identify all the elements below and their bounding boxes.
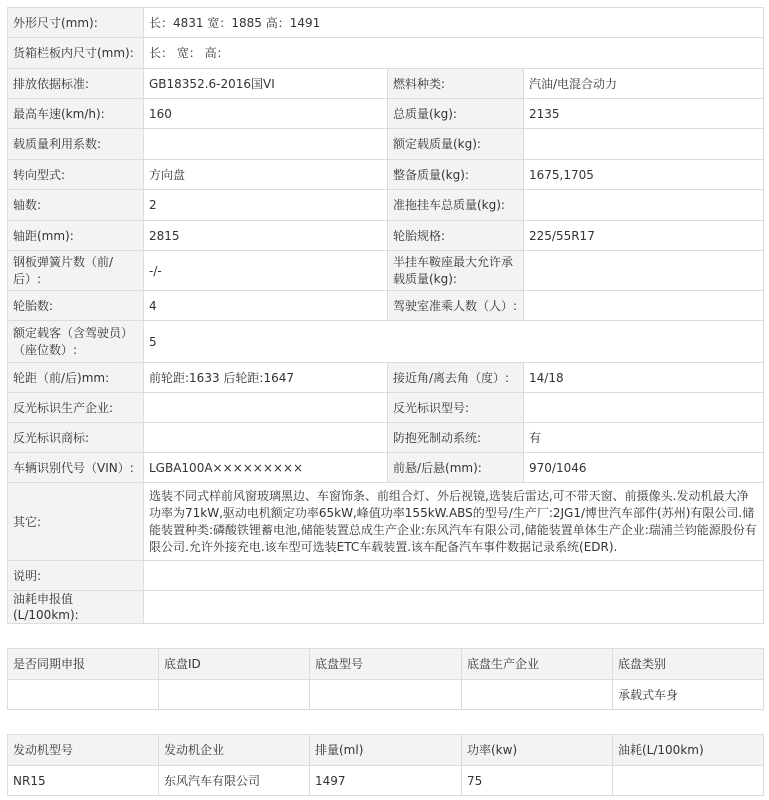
chassis-cell xyxy=(462,680,613,710)
reflector-brand-label: 反光标识商标: xyxy=(8,423,144,453)
fuel-type-value: 汽油/电混合动力 xyxy=(524,69,764,99)
rated-load-value xyxy=(524,129,764,160)
spec-row-tires xyxy=(8,291,764,321)
engine-cell: 75 xyxy=(462,766,613,796)
tire-spec-value: 225/55R17 xyxy=(524,221,764,251)
chassis-cell: 承载式车身 xyxy=(613,680,764,710)
wheelbase-label: 轴距(mm): xyxy=(8,221,144,251)
overhang-label: 前悬/后悬(mm): xyxy=(388,453,524,483)
axles-value: 2 xyxy=(144,190,388,221)
vin-label: 车辆识别代号（VIN）: xyxy=(8,453,144,483)
chassis-data-row xyxy=(8,680,764,710)
chassis-header-cell: 底盘类别 xyxy=(613,649,764,680)
engine-header-cell: 油耗(L/100km) xyxy=(613,735,764,766)
chassis-header-cell: 底盘型号 xyxy=(310,649,462,680)
engine-header-row xyxy=(8,735,764,766)
total-mass-value: 2135 xyxy=(524,99,764,129)
spec-row-speed xyxy=(8,99,764,129)
chassis-header-row xyxy=(8,649,764,680)
spec-row-fuel-consumption xyxy=(8,591,764,624)
trailer-mass-label: 准拖挂车总质量(kg): xyxy=(388,190,524,221)
cab-occupants-label: 驾驶室准乘人数（人）: xyxy=(388,291,524,321)
note-value xyxy=(144,561,764,591)
cargo-box-label: 货箱栏板内尺寸(mm): xyxy=(8,38,144,69)
saddle-load-value xyxy=(524,251,764,291)
dimensions-value: 长：4831 宽：1885 高：1491 xyxy=(144,8,764,38)
reflector-maker-value xyxy=(144,393,388,423)
emission-standard-value: GB18352.6-2016国VI xyxy=(144,69,388,99)
spec-row-standard xyxy=(8,69,764,99)
engine-cell xyxy=(613,766,764,796)
note-label: 说明: xyxy=(8,561,144,591)
reflector-maker-label: 反光标识生产企业: xyxy=(8,393,144,423)
chassis-header-cell: 是否同期申报 xyxy=(8,649,159,680)
fuel-consumption-label: 油耗申报值(L/100km): xyxy=(8,591,144,624)
approach-angle-label: 接近角/离去角（度）: xyxy=(388,363,524,393)
spec-row-load xyxy=(8,129,764,160)
spec-row-cargo xyxy=(8,38,764,69)
spec-row-passengers xyxy=(8,321,764,363)
max-speed-value: 160 xyxy=(144,99,388,129)
fuel-consumption-value xyxy=(144,591,764,624)
engine-header-cell: 功率(kw) xyxy=(462,735,613,766)
reflector-model-label: 反光标识型号: xyxy=(388,393,524,423)
chassis-cell xyxy=(159,680,310,710)
chassis-table xyxy=(7,648,764,710)
tire-count-value: 4 xyxy=(144,291,388,321)
spec-row-track xyxy=(8,363,764,393)
spec-row-steering xyxy=(8,160,764,190)
cab-occupants-value xyxy=(524,291,764,321)
engine-cell: NR15 xyxy=(8,766,159,796)
curb-mass-label: 整备质量(kg): xyxy=(388,160,524,190)
engine-data-row xyxy=(8,766,764,796)
load-utilization-label: 载质量利用系数: xyxy=(8,129,144,160)
engine-header-cell: 排量(ml) xyxy=(310,735,462,766)
engine-header-cell: 发动机企业 xyxy=(159,735,310,766)
engine-table xyxy=(7,734,764,796)
chassis-cell xyxy=(8,680,159,710)
track-label: 轮距（前/后)mm: xyxy=(8,363,144,393)
vin-value: LGBA100A××××××××× xyxy=(144,453,388,483)
abs-value: 有 xyxy=(524,423,764,453)
spec-row-dimensions xyxy=(8,8,764,38)
reflector-model-value xyxy=(524,393,764,423)
dimensions-label: 外形尺寸(mm): xyxy=(8,8,144,38)
trailer-mass-value xyxy=(524,190,764,221)
spec-row-reflector xyxy=(8,393,764,423)
chassis-header-cell: 底盘生产企业 xyxy=(462,649,613,680)
tire-spec-label: 轮胎规格: xyxy=(388,221,524,251)
engine-cell: 1497 xyxy=(310,766,462,796)
reflector-brand-value xyxy=(144,423,388,453)
total-mass-label: 总质量(kg): xyxy=(388,99,524,129)
vehicle-spec-table xyxy=(7,7,764,624)
spec-row-axles xyxy=(8,190,764,221)
wheelbase-value: 2815 xyxy=(144,221,388,251)
spec-row-vin xyxy=(8,453,764,483)
spec-row-note xyxy=(8,561,764,591)
tire-count-label: 轮胎数: xyxy=(8,291,144,321)
load-utilization-value xyxy=(144,129,388,160)
spec-row-other xyxy=(8,483,764,561)
steering-label: 转向型式: xyxy=(8,160,144,190)
rated-passengers-label: 额定载客（含驾驶员）（座位数）: xyxy=(8,321,144,363)
abs-label: 防抱死制动系统: xyxy=(388,423,524,453)
approach-angle-value: 14/18 xyxy=(524,363,764,393)
rated-load-label: 额定载质量(kg): xyxy=(388,129,524,160)
steering-value: 方向盘 xyxy=(144,160,388,190)
chassis-header-cell: 底盘ID xyxy=(159,649,310,680)
max-speed-label: 最高车速(km/h): xyxy=(8,99,144,129)
engine-header-cell: 发动机型号 xyxy=(8,735,159,766)
other-value: 选装不同式样前风窗玻璃黑边、车窗饰条、前组合灯、外后视镜,选装后雷达,可不带天窗、前摄像头.发动机最大净功率为71kW,驱动电机额定功率65kW,峰值功率155kW.ABS的型号/生产厂:2JG1/博世汽车部件(苏州)有限公司.储能装置种类:磷酸铁锂蓄电池,储能装置总成生产企业:东风汽车有限公司,储能装置单体生产企业:瑞浦兰钧能源股份有限公司.允许外接充电.该车型可选装ETC车载装置.该车配备汽车事件数据记录系统(EDR). xyxy=(144,483,764,561)
track-value: 前轮距:1633 后轮距:1647 xyxy=(144,363,388,393)
leaf-springs-value: -/- xyxy=(144,251,388,291)
overhang-value: 970/1046 xyxy=(524,453,764,483)
emission-standard-label: 排放依据标准: xyxy=(8,69,144,99)
other-label: 其它: xyxy=(8,483,144,561)
rated-passengers-value: 5 xyxy=(144,321,764,363)
spec-row-abs xyxy=(8,423,764,453)
saddle-load-label: 半挂车鞍座最大允许承载质量(kg): xyxy=(388,251,524,291)
axles-label: 轴数: xyxy=(8,190,144,221)
cargo-box-value: 长： 宽： 高： xyxy=(144,38,764,69)
engine-cell: 东风汽车有限公司 xyxy=(159,766,310,796)
fuel-type-label: 燃料种类: xyxy=(388,69,524,99)
spec-row-springs xyxy=(8,251,764,291)
curb-mass-value: 1675,1705 xyxy=(524,160,764,190)
leaf-springs-label: 钢板弹簧片数（前/后）: xyxy=(8,251,144,291)
spec-row-wheelbase xyxy=(8,221,764,251)
chassis-cell xyxy=(310,680,462,710)
